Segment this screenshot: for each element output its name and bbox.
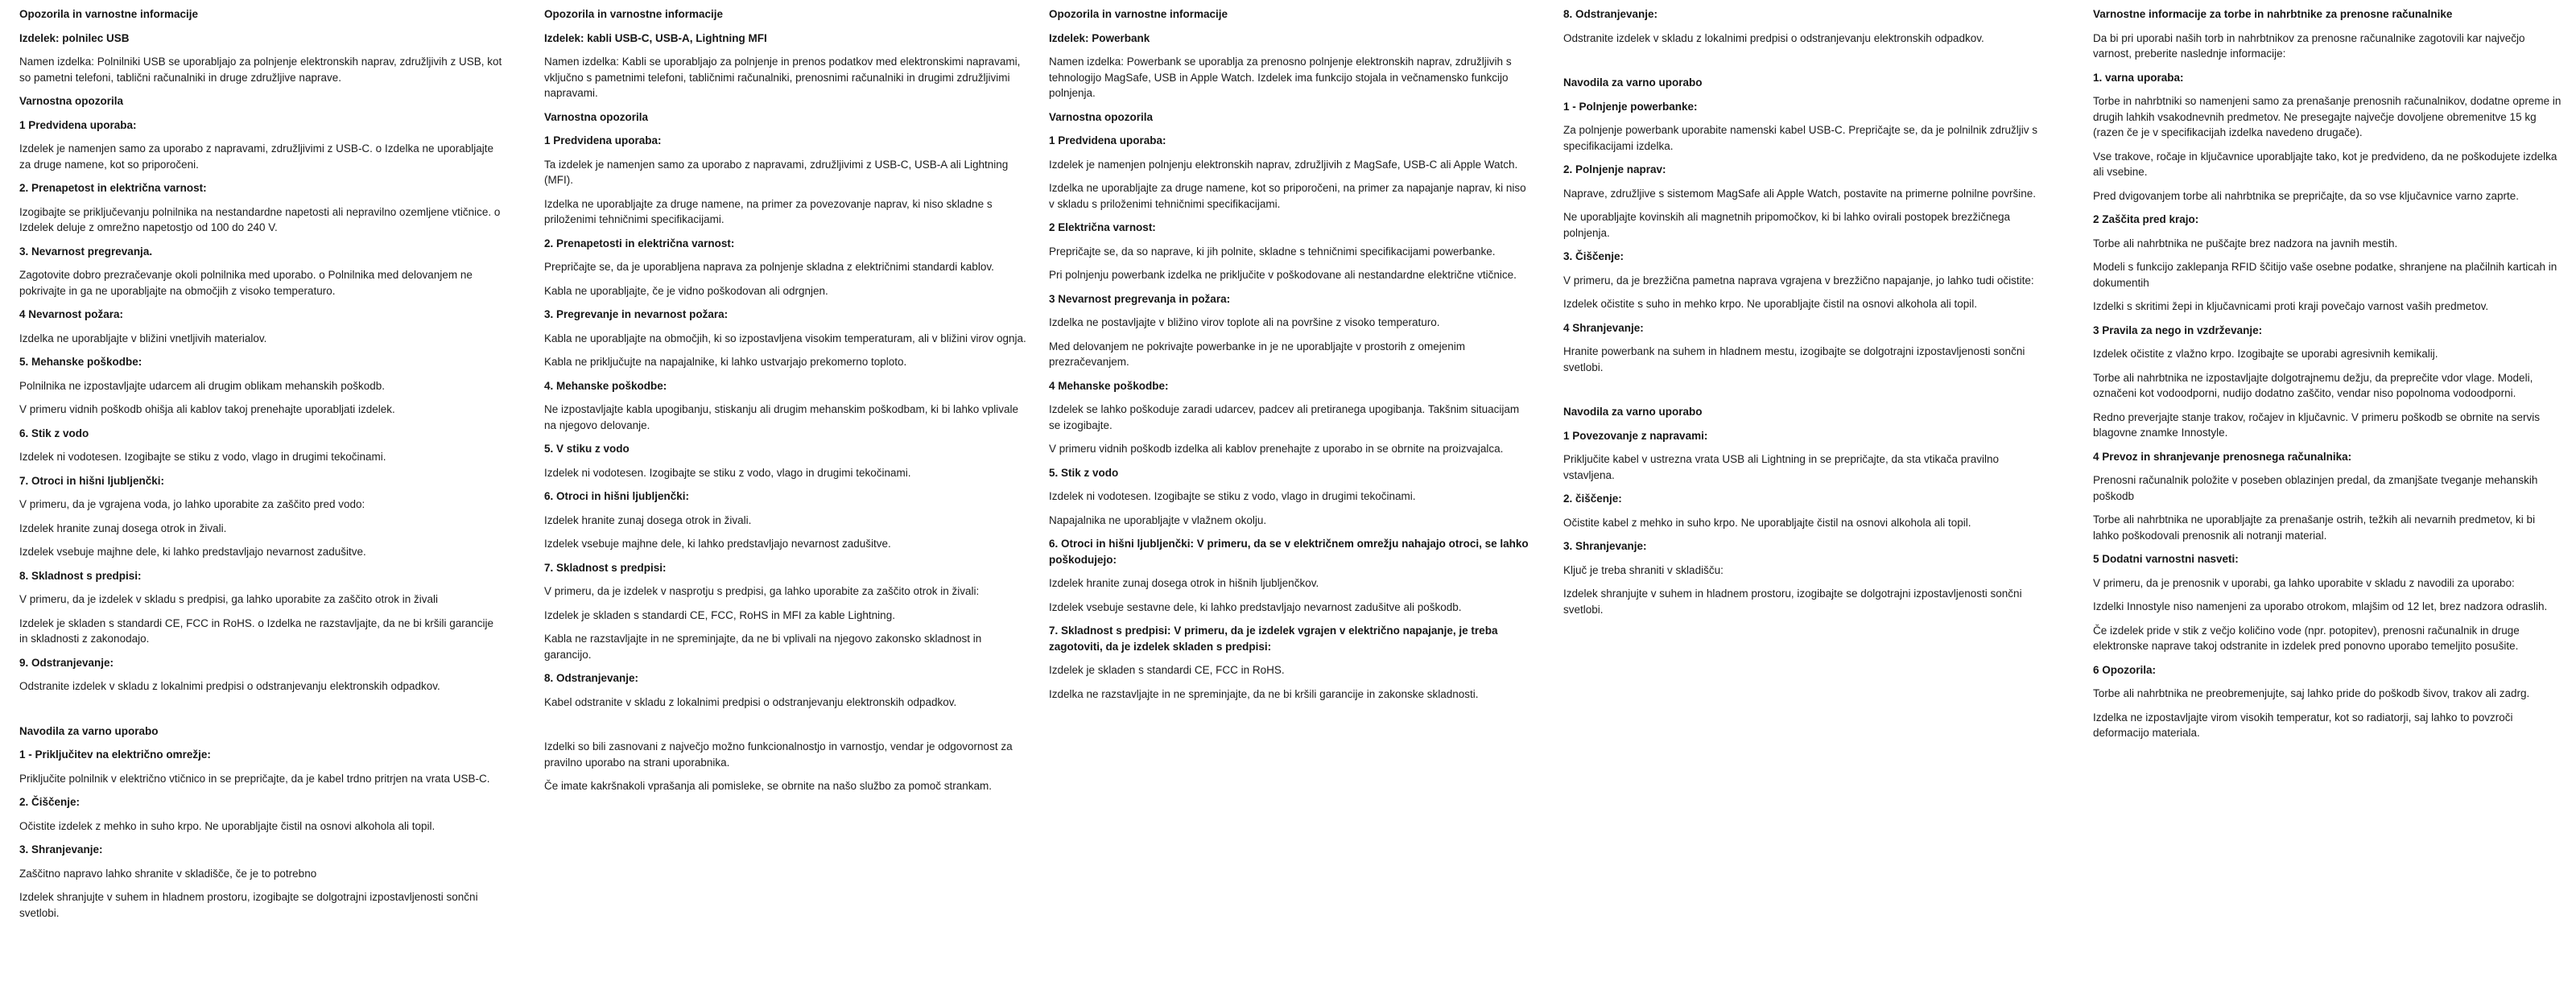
paragraph: Izdelki so bili zasnovani z največjo možno funkcionalnostjo in varnostjo, vendar je odgovornost za pravilno uporabo na strani uporabnika. <box>544 740 1013 769</box>
paragraph: Polnilnika ne izpostavljajte udarcem ali drugim oblikam mehanskih poškodb. <box>19 379 385 392</box>
paragraph: Izdelka ne razstavljajte in ne spreminjajte, da ne bi kršili garancije in zakonske skladnosti. <box>1049 687 1479 700</box>
paragraph: V primeru, da je brezžična pametna naprava vgrajena v brezžično napajanje, jo lahko tudi očistite: <box>1563 274 2034 287</box>
paragraph: Namen izdelka: Polnilniki USB se uporabljajo za polnjenje elektronskih naprav, združljivih z USB, kot so pametni telefoni, tablični računalniki in druge združljive naprave. <box>19 56 502 84</box>
section-heading: 1 - Polnjenje powerbanke: <box>1563 100 1698 113</box>
paragraph: Izdelek je skladen s standardi CE, FCC in RoHS. <box>1049 664 1285 676</box>
paragraph: Ta izdelek je namenjen samo za uporabo z napravami, združljivimi z USB-C, USB-A ali Lightning (MFI). <box>544 158 1009 186</box>
section-heading: 2. Polnjenje naprav: <box>1563 163 1666 175</box>
section-heading: 3 Pravila za nego in vzdrževanje: <box>2093 324 2263 336</box>
paragraph: Očistite izdelek z mehko in suho krpo. Ne uporabljajte čistil na osnovi alkohola ali topil. <box>19 819 436 832</box>
paragraph: Namen izdelka: Powerbank se uporablja za prenosno polnjenje elektronskih naprav, združljivih s tehnologijo MagSafe, USB in Apple Watch. Izdelek ima funkcijo stojala in večnamensko funkcijo polnjenja. <box>1049 56 1512 99</box>
paragraph: Kabel odstranite v skladu z lokalnimi predpisi o odstranjevanju elektronskih odpadkov. <box>544 695 957 708</box>
section-heading: 5. Stik z vodo <box>1049 466 1119 479</box>
paragraph: Izdelek vsebuje sestavne dele, ki lahko predstavljajo nevarnost zadušitve ali poškodb. <box>1049 600 1462 613</box>
paragraph: Priključite polnilnik v električno vtičnico in se prepričajte, da je kabel trdno pritrjen na vrata USB-C. <box>19 772 490 785</box>
column-usb-charger <box>19 6 502 929</box>
section-heading: 1 Predvidena uporaba: <box>1049 134 1166 146</box>
paragraph: Če imate kakršnakoli vprašanja ali pomisleke, se obrnite na našo službo za pomoč strankam. <box>544 780 993 792</box>
section-heading: 4. Mehanske poškodbe: <box>544 379 667 392</box>
section-heading: 4 Nevarnost požara: <box>19 308 124 320</box>
paragraph: Izdelek vsebuje majhne dele, ki lahko predstavljajo nevarnost zadušitve. <box>19 546 366 558</box>
section-heading: 5 Dodatni varnostni nasveti: <box>2093 553 2239 565</box>
section-heading: 3. Shranjevanje: <box>1563 540 1647 552</box>
section-heading: 5. V stiku z vodo <box>544 443 630 455</box>
paragraph: Kabla ne uporabljajte na območjih, ki so izpostavljena visokim temperaturam, ali v bližini virov ognja. <box>544 332 1026 344</box>
paragraph: Prepričajte se, da so naprave, ki jih polnite, skladne s tehničnimi specifikacijami powerbanke. <box>1049 245 1496 258</box>
paragraph: Izdelek ni vodotesen. Izogibajte se stiku z vodo, vlago in drugimi tekočinami. <box>19 451 386 463</box>
section-heading: 6. Otroci in hišni ljubljenčki: <box>544 490 690 502</box>
section-heading: 1. varna uporaba: <box>2093 71 2184 84</box>
paragraph: Torbe in nahrbtniki so namenjeni samo za prenašanje prenosnih računalnikov, dodatne opreme in drugih lahkih vsakodnevnih predmetov. Ne presegajte največje dovoljene obremenitve 15 kg (razen če je v specifikacijah izdelka navedeno drugače). <box>2093 95 2562 138</box>
paragraph: Pred dvigovanjem torbe ali nahrbtnika se prepričajte, da so vse ključavnice varno zaprte. <box>2093 189 2520 202</box>
paragraph: Prenosni računalnik položite v poseben oblazinjen predal, da zmanjšate tveganje mehanskih poškodb <box>2093 474 2538 502</box>
paragraph: Naprave, združljive s sistemom MagSafe ali Apple Watch, postavite na primerne polnilne površine. <box>1563 187 2037 200</box>
section-heading: Varnostna opozorila <box>1049 110 1154 123</box>
section-heading: Navodila za varno uporabo <box>1563 406 1703 418</box>
column-powerbank-continued <box>1563 6 2046 625</box>
paragraph: Izdelek hranite zunaj dosega otrok in hišnih ljubljenčkov. <box>1049 577 1319 589</box>
section-heading: Varnostne informacije za torbe in nahrbtnike za prenosne računalnike <box>2093 8 2453 20</box>
paragraph: Ključ je treba shraniti v skladišču: <box>1563 563 1724 576</box>
section-heading: 2. Prenapetosti in električna varnost: <box>544 237 735 249</box>
section-heading: 4 Prevoz in shranjevanje prenosnega računalnika: <box>2093 450 2352 463</box>
section-heading: Izdelek: kabli USB-C, USB-A, Lightning MFI <box>544 31 767 44</box>
paragraph: Izdelka ne uporabljajte za druge namene, kot so priporočeni, na primer za napajanje naprav, ki niso v skladu s priloženimi tehničnimi specifikacijami. <box>1049 182 1526 210</box>
paragraph: Torbe ali nahrbtnika ne izpostavljajte dolgotrajnemu dežju, da preprečite vdor vlage. Modeli, označeni kot vodoodporni, nudijo dodatno zaščito, vendar niso popolnoma vodoodporni. <box>2093 371 2533 399</box>
paragraph: Modeli s funkcijo zaklepanja RFID ščitijo vaše osebne podatke, shranjene na plačilnih karticah in dokumentih <box>2093 261 2557 289</box>
section-heading: 2. Čiščenje: <box>19 796 80 808</box>
section-heading: Varnostna opozorila <box>19 95 124 107</box>
section-heading: 7. Otroci in hišni ljubljenčki: <box>19 474 165 487</box>
section-heading: 8. Skladnost s predpisi: <box>19 569 142 582</box>
section-heading: 9. Odstranjevanje: <box>19 656 114 669</box>
section-heading: 5. Mehanske poškodbe: <box>19 356 142 368</box>
paragraph: Prepričajte se, da je uporabljena naprava za polnjenje skladna z električnimi standardi kablov. <box>544 261 994 273</box>
paragraph: Odstranite izdelek v skladu z lokalnimi predpisi o odstranjevanju elektronskih odpadkov. <box>19 680 440 692</box>
paragraph: Izdelek vsebuje majhne dele, ki lahko predstavljajo nevarnost zadušitve. <box>544 538 891 550</box>
paragraph: Izdelek ni vodotesen. Izogibajte se stiku z vodo, vlago in drugimi tekočinami. <box>1049 490 1416 502</box>
paragraph: Očistite kabel z mehko in suho krpo. Ne uporabljajte čistil na osnovi alkohola ali topil. <box>1563 516 1971 529</box>
paragraph: Izdelka ne uporabljajte v bližini vnetljivih materialov. <box>19 332 267 344</box>
paragraph: Pri polnjenju powerbank izdelka ne priključite v poškodovane ali nestandardne električne vtičnice. <box>1049 269 1517 281</box>
paragraph: Ne izpostavljajte kabla upogibanju, stiskanju ali drugim mehanskim poškodbam, ki bi lahko vplivale na njegovo delovanje. <box>544 403 1019 431</box>
paragraph: Med delovanjem ne pokrivajte powerbanke in je ne uporabljajte v prostorih z omejenim prezračevanjem. <box>1049 340 1466 368</box>
paragraph: Izdelek je skladen s standardi CE, FCC in RoHS. o Izdelka ne razstavljajte, da ne bi kršili garancije in skladnosti z zakonodajo. <box>19 616 494 645</box>
paragraph: Izdelek očistite z vlažno krpo. Izogibajte se uporabi agresivnih kemikalij. <box>2093 348 2438 360</box>
section-heading: 2. Prenapetost in električna varnost: <box>19 182 207 194</box>
paragraph: V primeru vidnih poškodb izdelka ali kablov prenehajte z uporabo in se obrnite na proizvajalca. <box>1049 443 1504 455</box>
paragraph: Izdelek je namenjen polnjenju elektronskih naprav, združljivih z MagSafe, USB-C ali Apple Watch. <box>1049 158 1518 171</box>
section-heading: 3. Shranjevanje: <box>19 843 103 856</box>
paragraph: Da bi pri uporabi naših torb in nahrbtnikov za prenosne računalnike zagotovili kar največjo varnost, preberite naslednje informacije: <box>2093 31 2525 60</box>
paragraph: V primeru, da je izdelek v nasprotju s predpisi, ga lahko uporabite za zaščito otrok in živali: <box>544 585 980 597</box>
section-heading: 3. Nevarnost pregrevanja. <box>19 245 153 258</box>
paragraph: Izdelka ne postavljajte v bližino virov toplote ali na površine z visoko temperaturo. <box>1049 316 1440 328</box>
section-heading: 8. Odstranjevanje: <box>544 672 639 684</box>
paragraph: Izdelki s skritimi žepi in ključavnicami proti kraji povečajo varnost vaših predmetov. <box>2093 300 2489 312</box>
paragraph: Izdelek očistite s suho in mehko krpo. Ne uporabljajte čistil na osnovi alkohola ali topil. <box>1563 298 1978 310</box>
paragraph: Izdelek je namenjen samo za uporabo z napravami, združljivimi z USB-C. o Izdelka ne uporabljajte za druge namene, kot so priporočeni. <box>19 142 494 171</box>
paragraph: V primeru, da je vgrajena voda, jo lahko uporabite za zaščito pred vodo: <box>19 498 365 510</box>
section-heading: Izdelek: polnilec USB <box>19 31 130 44</box>
paragraph: Izdelek se lahko poškoduje zaradi udarcev, padcev ali pretiranega upogibanja. Takšnim situacijam se izogibajte. <box>1049 403 1520 431</box>
paragraph: Izdelki Innostyle niso namenjeni za uporabo otrokom, mlajšim od 12 let, brez nadzora odraslih. <box>2093 600 2548 612</box>
section-heading: Opozorila in varnostne informacije <box>1049 8 1228 20</box>
section-heading: 3. Pregrevanje in nevarnost požara: <box>544 308 729 320</box>
paragraph: Torbe ali nahrbtnika ne puščajte brez nadzora na javnih mestih. <box>2093 237 2398 249</box>
paragraph: Napajalnika ne uporabljajte v vlažnem okolju. <box>1049 513 1267 526</box>
section-heading: 6. Otroci in hišni ljubljenčki: V primeru, da se v električnem omrežju nahajajo otroci, se lahko poškodujejo: <box>1049 538 1529 566</box>
column-laptop-bags <box>2093 6 2564 749</box>
section-heading: Varnostna opozorila <box>544 110 649 123</box>
section-heading: 1 Predvidena uporaba: <box>19 118 137 131</box>
section-heading: 8. Odstranjevanje: <box>1563 8 1658 20</box>
paragraph: Namen izdelka: Kabli se uporabljajo za polnjenje in prenos podatkov med elektronskimi napravami, vključno s pametnimi telefoni, tabličnimi računalniki, prenosnimi računalniki in drugimi združljivimi napravami. <box>544 56 1021 99</box>
section-heading: 6. Stik z vodo <box>19 427 89 439</box>
paragraph: Vse trakove, ročaje in ključavnice uporabljajte tako, kot je predvideno, da ne poškodujete izdelka ali vsebine. <box>2093 150 2557 178</box>
paragraph: Torbe ali nahrbtnika ne uporabljajte za prenašanje ostrih, težkih ali nevarnih predmetov, ki bi lahko poškodovali prenosnik ali notranji material. <box>2093 513 2536 542</box>
section-heading: Navodila za varno uporabo <box>1563 76 1703 89</box>
paragraph: V primeru vidnih poškodb ohišja ali kablov takoj prenehajte uporabljati izdelek. <box>19 403 395 415</box>
paragraph: Ne uporabljajte kovinskih ali magnetnih pripomočkov, ki bi lahko ovirali postopek brezžičnega polnjenja. <box>1563 211 2011 239</box>
section-heading: 2 Zaščita pred krajo: <box>2093 213 2199 225</box>
paragraph: Izdelek hranite zunaj dosega otrok in živali. <box>544 513 752 526</box>
section-heading: 6 Opozorila: <box>2093 663 2157 676</box>
section-heading: 3 Nevarnost pregrevanja in požara: <box>1049 292 1231 305</box>
paragraph: Odstranite izdelek v skladu z lokalnimi predpisi o odstranjevanju elektronskih odpadkov. <box>1563 31 1984 44</box>
section-heading: 2 Električna varnost: <box>1049 221 1156 233</box>
section-heading: 4 Mehanske poškodbe: <box>1049 379 1169 392</box>
section-heading: Opozorila in varnostne informacije <box>544 8 724 20</box>
paragraph: Torbe ali nahrbtnika ne preobremenjujte, saj lahko pride do poškodb šivov, trakov ali zadrg. <box>2093 687 2530 699</box>
paragraph: Kabla ne razstavljajte in ne spreminjajte, da ne bi vplivali na njegovo zakonsko skladnost in garancijo. <box>544 633 982 661</box>
column-powerbank <box>1049 6 1532 710</box>
section-heading: 1 - Priključitev na električno omrežje: <box>19 748 211 761</box>
paragraph: Izdelka ne uporabljajte za druge namene, na primer za povezovanje naprav, ki niso skladne s priloženimi tehničnimi specifikacijami. <box>544 197 993 225</box>
paragraph: Redno preverjajte stanje trakov, ročajev in ključavnic. V primeru poškodb se obrnite na servis blagovne znamke Innostyle. <box>2093 410 2541 439</box>
paragraph: Izdelek hranite zunaj dosega otrok in živali. <box>19 522 227 534</box>
paragraph: Izogibajte se priključevanju polnilnika na nestandardne napetosti ali nepravilno ozemljene vtičnice. o Izdelek deluje z omrežno napetostjo od 100 do 240 V. <box>19 205 501 233</box>
paragraph: Hranite powerbank na suhem in hladnem mestu, izogibajte se dolgotrajni izpostavljenosti sončni svetlobi. <box>1563 345 2025 373</box>
paragraph: Kabla ne priključujte na napajalnike, ki lahko ustvarjajo prekomerno toploto. <box>544 356 907 368</box>
paragraph: Za polnjenje powerbank uporabite namenski kabel USB-C. Prepričajte se, da je polnilnik združljiv s specifikacijami izdelka. <box>1563 124 2038 152</box>
section-heading: Opozorila in varnostne informacije <box>19 8 199 20</box>
section-heading: 4 Shranjevanje: <box>1563 321 1644 334</box>
section-heading: 7. Skladnost s predpisi: <box>544 561 667 574</box>
paragraph: Zaščitno napravo lahko shranite v skladišče, če je to potrebno <box>19 867 317 880</box>
paragraph: Izdelka ne izpostavljajte virom visokih temperatur, kot so radiatorji, saj lahko to povzroči deformacijo materiala. <box>2093 711 2513 739</box>
column-cables <box>544 6 1027 802</box>
paragraph: V primeru, da je prenosnik v uporabi, ga lahko uporabite v skladu z navodili za uporabo: <box>2093 576 2515 589</box>
paragraph: Kabla ne uporabljajte, če je vidno poškodovan ali odrgnjen. <box>544 284 828 297</box>
section-heading: 7. Skladnost s predpisi: V primeru, da je izdelek vgrajen v električno napajanje, je treba zagotoviti, da je izdelek skladen s predpisi: <box>1049 625 1498 653</box>
paragraph: Zagotovite dobro prezračevanje okoli polnilnika med uporabo. o Polnilnika med delovanjem ne pokrivajte in ga ne uporabljajte na območjih z visoko temperaturo. <box>19 269 473 297</box>
paragraph: Priključite kabel v ustrezna vrata USB ali Lightning in se prepričajte, da sta vtikača pravilno vstavljena. <box>1563 453 2000 481</box>
paragraph: Izdelek je skladen s standardi CE, FCC, RoHS in MFI za kable Lightning. <box>544 608 895 621</box>
paragraph: V primeru, da je izdelek v skladu s predpisi, ga lahko uporabite za zaščito otrok in živali <box>19 593 439 605</box>
paragraph: Izdelek shranjujte v suhem in hladnem prostoru, izogibajte se dolgotrajni izpostavljenosti sončni svetlobi. <box>1563 588 2022 616</box>
section-heading: 2. čiščenje: <box>1563 493 1622 505</box>
paragraph: Če izdelek pride v stik z večjo količino vode (npr. potopitev), prenosni računalnik in druge elektronske naprave takoj odstranite in izdelek pred ponovno uporabo temeljito posušite. <box>2093 624 2520 652</box>
section-heading: 3. Čiščenje: <box>1563 250 1624 262</box>
section-heading: 1 Predvidena uporaba: <box>544 134 662 146</box>
section-heading: Navodila za varno uporabo <box>19 724 159 737</box>
section-heading: 1 Povezovanje z napravami: <box>1563 429 1708 442</box>
paragraph: Izdelek shranjujte v suhem in hladnem prostoru, izogibajte se dolgotrajni izpostavljenosti sončni svetlobi. <box>19 891 478 919</box>
paragraph: Izdelek ni vodotesen. Izogibajte se stiku z vodo, vlago in drugimi tekočinami. <box>544 466 911 479</box>
section-heading: Izdelek: Powerbank <box>1049 31 1150 44</box>
